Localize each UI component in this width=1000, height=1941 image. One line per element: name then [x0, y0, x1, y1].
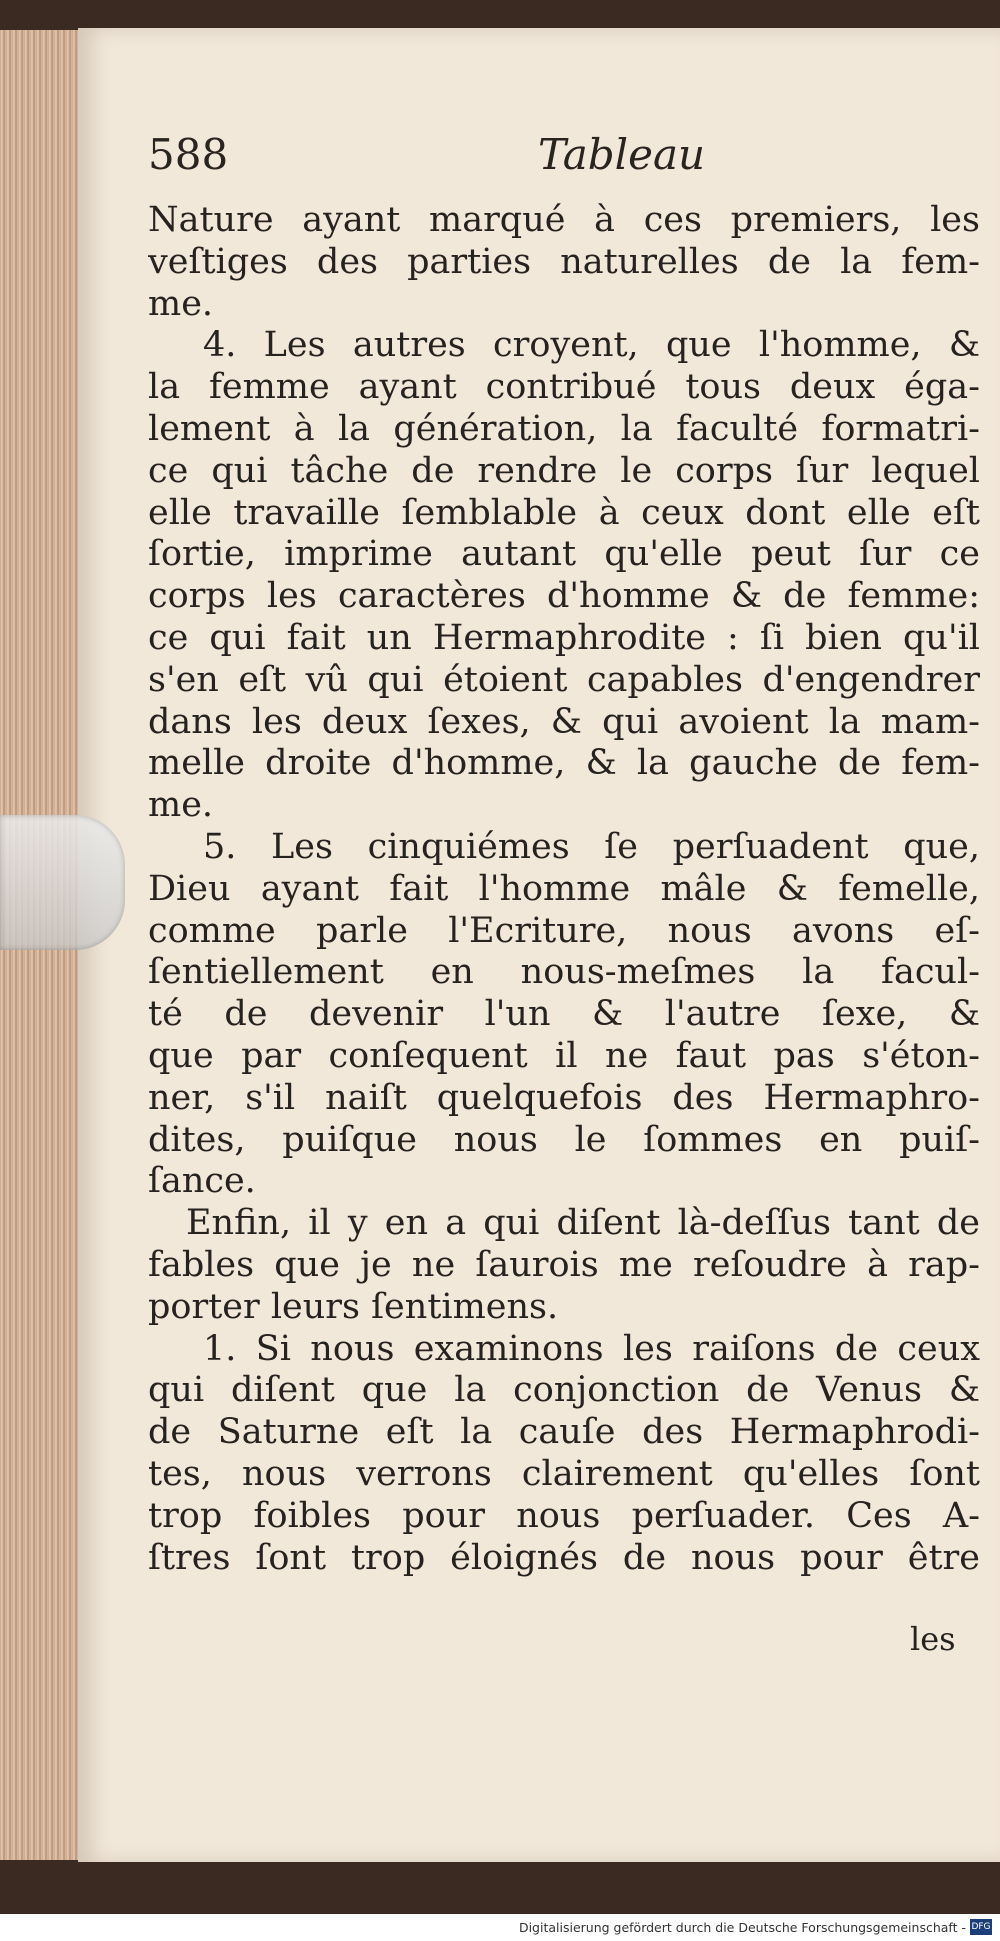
text-line: ce qui fait un Hermaphrodite : ſi bien qu'il [148, 617, 980, 658]
digitization-footer [0, 1914, 1000, 1941]
text-line: porter leurs ſentimens. [148, 1286, 559, 1327]
text-line: ce qui tâche de rendre le corps ſur lequel [148, 450, 980, 491]
catchword: les [910, 1620, 956, 1658]
text-line: melle droite d'homme, & la gauche de fem- [148, 743, 980, 784]
text-line: ſtres ſont trop éloignés de nous pour être [148, 1537, 980, 1578]
page-header [148, 130, 968, 200]
page-clip [0, 815, 125, 950]
text-line: té de devenir l'un & l'autre ſexe, & [148, 994, 980, 1035]
text-line: que par conſequent il ne faut pas s'éton- [148, 1035, 980, 1076]
text-line: 1. Si nous examinons les raiſons de ceux [203, 1328, 980, 1369]
text-line: dites, puiſque nous le ſommes en puiſ- [148, 1119, 980, 1160]
text-line: fables que je ne ſaurois me reſoudre à rap- [148, 1244, 980, 1285]
page-number: 588 [148, 130, 229, 179]
text-line: ſortie, imprime autant qu'elle peut ſur ce [148, 534, 980, 575]
book-edge-bottom [0, 1862, 1000, 1914]
dfg-logo: DFG [970, 1919, 992, 1935]
text-line: dans les deux ſexes, & qui avoient la mam- [148, 701, 980, 742]
text-line: ner, s'il naiſt quelquefois des Hermaphro- [148, 1077, 980, 1118]
text-line: de Saturne eſt la cauſe des Hermaphrodi- [148, 1412, 980, 1453]
text-line: Enfin, il y en a qui diſent là-deſſus tant de [186, 1203, 980, 1244]
text-line: qui diſent que la conjonction de Venus & [148, 1370, 980, 1411]
text-line: ſentiellement en nous-meſmes la facul- [148, 952, 980, 993]
footer-credit: Digitalisierung gefördert durch die Deutsche Forschungsgemeinschaft - [518, 1920, 966, 1935]
running-head: Tableau [538, 130, 706, 179]
text-line: trop foibles pour nous perſuader. Ces A- [148, 1495, 980, 1536]
text-line: corps les caractères d'homme & de femme: [148, 576, 980, 617]
text-line: ſance. [148, 1161, 256, 1202]
text-line: s'en eſt vû qui étoient capables d'engendrer [148, 659, 980, 700]
text-line: 4. Les autres croyent, que l'homme, & [203, 325, 980, 366]
text-line: Nature ayant marqué à ces premiers, les [148, 200, 980, 240]
text-line: me. [148, 785, 214, 826]
text-line: veſtiges des parties naturelles de la fem- [148, 241, 980, 282]
text-line: Dieu ayant fait l'homme mâle & femelle, [148, 868, 980, 909]
text-line: 5. Les cinquiémes ſe perſuadent que, [203, 826, 980, 867]
text-line: lement à la génération, la faculté formatri- [148, 408, 980, 449]
text-line: comme parle l'Ecriture, nous avons eſ- [148, 910, 980, 951]
text-line: tes, nous verrons clairement qu'elles ſont [148, 1453, 980, 1494]
text-line: elle travaille ſemblable à ceux dont elle eſt [148, 492, 980, 533]
body-text [148, 200, 980, 1579]
text-line: la femme ayant contribué tous deux éga- [148, 367, 980, 408]
text-line: me. [148, 283, 214, 324]
